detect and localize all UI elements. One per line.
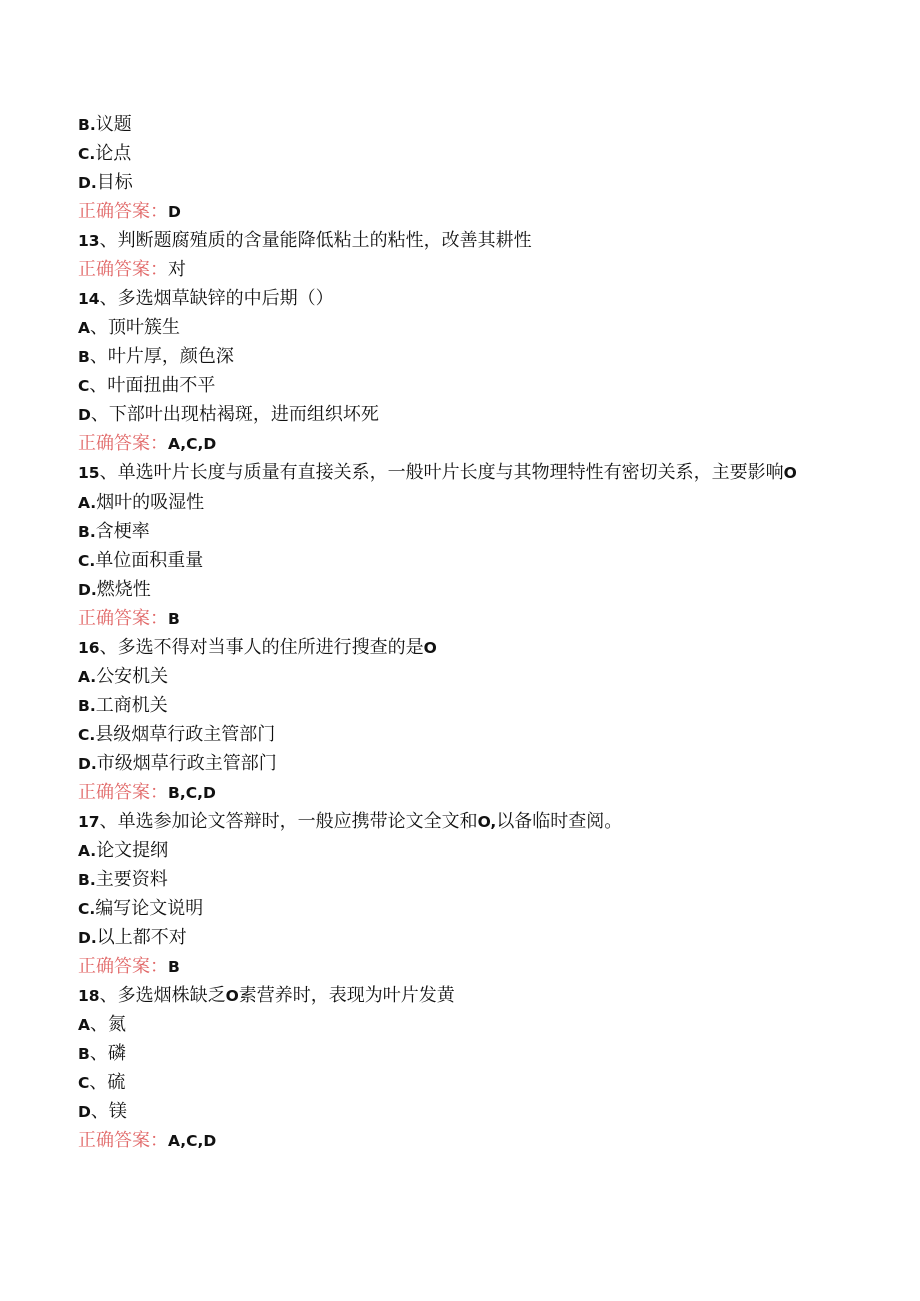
answer-value: B: [168, 610, 180, 628]
answer-line: [78, 604, 838, 633]
question-stem: 14、多选烟草缺锌的中后期（）: [78, 288, 334, 309]
option-line: A.公安机关: [78, 666, 169, 687]
answer-value: D: [168, 203, 181, 221]
question-stem: 18、多选烟株缺乏O素营养时，表现为叶片发黄: [78, 985, 455, 1006]
answer-label: 正确答案：: [78, 433, 168, 454]
question-12-tail: [78, 110, 838, 226]
option-line: C.论点: [78, 143, 132, 164]
exam-page: [78, 110, 838, 1155]
answer-value: B: [168, 958, 180, 976]
answer-value: 对: [168, 259, 186, 280]
question-stem: 17、单选参加论文答辩时，一般应携带论文全文和O,以备临时查阅。: [78, 811, 623, 832]
question-16: [78, 633, 838, 807]
answer-line: [78, 255, 838, 284]
option-line: D.目标: [78, 172, 133, 193]
answer-line: [78, 429, 838, 458]
option-line: B.含梗率: [78, 521, 150, 542]
answer-label: 正确答案：: [78, 1130, 168, 1151]
answer-label: 正确答案：: [78, 608, 168, 629]
question-13: [78, 226, 838, 284]
question-18: [78, 981, 838, 1155]
option-line: D、下部叶出现枯褐斑，进而组织坏死: [78, 404, 379, 425]
option-line: B、磷: [78, 1043, 126, 1064]
answer-label: 正确答案：: [78, 782, 168, 803]
question-15: [78, 458, 838, 633]
option-line: C、叶面扭曲不平: [78, 375, 216, 396]
option-line: C、硫: [78, 1072, 126, 1093]
option-line: B.主要资料: [78, 869, 168, 890]
answer-line: [78, 778, 838, 807]
option-line: B、叶片厚，颜色深: [78, 346, 234, 367]
answer-value: A,C,D: [168, 1132, 217, 1150]
answer-value: A,C,D: [168, 435, 217, 453]
question-14: [78, 284, 838, 458]
option-line: B.工商机关: [78, 695, 168, 716]
option-line: B.议题: [78, 114, 132, 135]
answer-line: [78, 1126, 838, 1155]
question-stem: 16、多选不得对当事人的住所进行搜查的是O: [78, 637, 437, 658]
option-line: D、镁: [78, 1101, 127, 1122]
option-line: C.单位面积重量: [78, 550, 204, 571]
option-line: A.烟叶的吸湿性: [78, 492, 205, 513]
answer-label: 正确答案：: [78, 201, 168, 222]
answer-line: [78, 197, 838, 226]
option-line: A、氮: [78, 1014, 126, 1035]
answer-label: 正确答案：: [78, 956, 168, 977]
question-stem: 13、判断题腐殖质的含量能降低粘土的粘性，改善其耕性: [78, 230, 532, 251]
option-line: D.燃烧性: [78, 579, 151, 600]
option-line: C.县级烟草行政主管部门: [78, 724, 276, 745]
option-line: A、顶叶簇生: [78, 317, 180, 338]
answer-label: 正确答案：: [78, 259, 168, 280]
question-17: [78, 807, 838, 981]
option-line: D.市级烟草行政主管部门: [78, 753, 277, 774]
question-stem: 15、单选叶片长度与质量有直接关系，一般叶片长度与其物理特性有密切关系，主要影响O: [78, 462, 797, 483]
option-line: A.论文提纲: [78, 840, 169, 861]
option-line: D.以上都不对: [78, 927, 187, 948]
answer-value: B,C,D: [168, 784, 216, 802]
answer-line: [78, 952, 838, 981]
option-line: C.编写论文说明: [78, 898, 204, 919]
